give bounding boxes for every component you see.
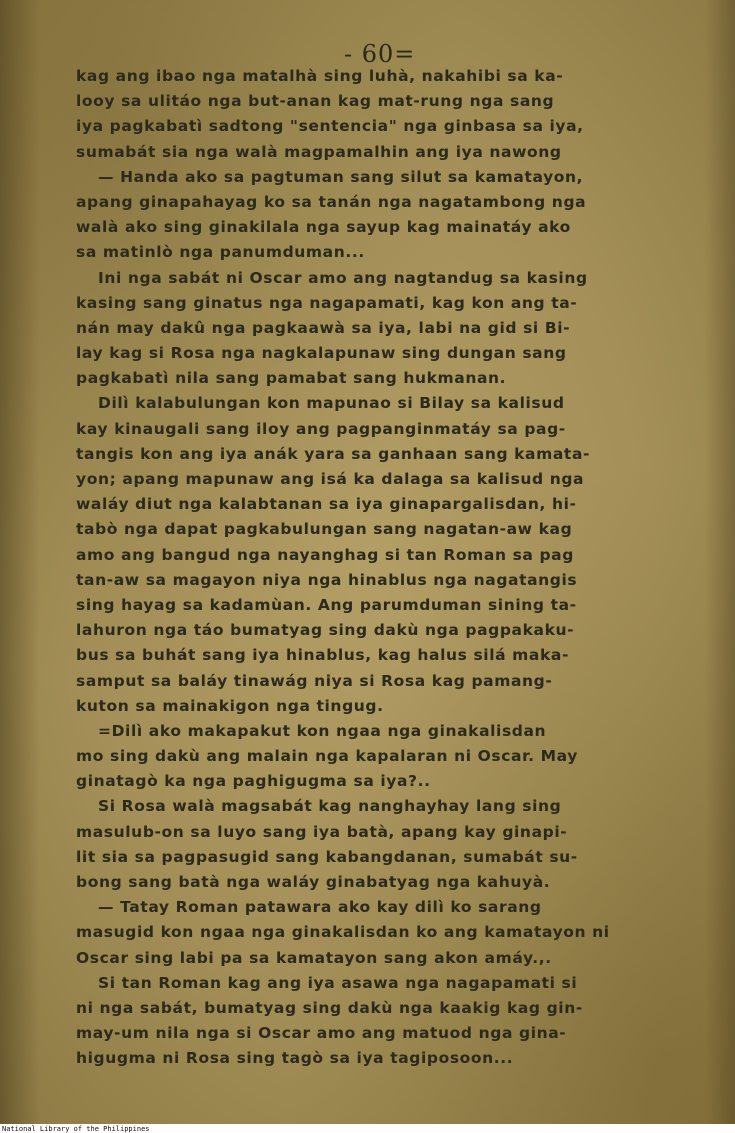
text-line: masulub-on sa luyo sang iya batà, apang kay ginapi- xyxy=(76,822,568,841)
text-line: masugid kon ngaa nga ginakalisdan ko ang kamatayon ni xyxy=(76,923,610,942)
text-line: kasing sang ginatus nga nagapamati, kag kon ang ta- xyxy=(76,293,578,312)
text-line: higugma ni Rosa sing tagò sa iya tagiposoon... xyxy=(76,1049,514,1068)
text-line: sumabát sia nga walà magpamalhin ang iya nawong xyxy=(76,142,562,161)
text-line: pagkabatì nila sang pamabat sang hukmanan. xyxy=(76,369,507,388)
body-text xyxy=(76,64,682,1072)
text-line: looy sa ulitáo nga but-anan kag mat-rung nga sang xyxy=(76,92,555,111)
text-line: nán may dakû nga pagkaawà sa iya, labi na gid si Bi- xyxy=(76,318,571,337)
text-line: bus sa buhát sang iya hinablus, kag halus silá maka- xyxy=(76,646,569,665)
text-line: Dilì kalabulungan kon mapunao si Bilay sa kalisud xyxy=(98,394,565,413)
text-line: mo sing dakù ang malain nga kapalaran ni Oscar. May xyxy=(76,747,578,766)
text-line: ni nga sabát, bumatyag sing dakù nga kaakig kag gin- xyxy=(76,998,583,1017)
text-line: tabò nga dapat pagkabulungan sang nagatan-aw kag xyxy=(76,520,573,539)
text-line: kag ang ibao nga matalhà sing luhà, nakahibi sa ka- xyxy=(76,67,564,85)
text-line: may-um nila nga si Oscar amo ang matuod nga gina- xyxy=(76,1024,567,1043)
text-line: lahuron nga táo bumatyag sing dakù nga pagpakaku- xyxy=(76,621,575,640)
text-line: kay kinaugali sang iloy ang pagpanginmatáy sa pag- xyxy=(76,419,566,438)
text-line: sa matinlò nga panumduman... xyxy=(76,243,365,262)
text-line: — Tatay Roman patawara ako kay dilì ko sarang xyxy=(98,898,542,917)
text-line: amo ang bangud nga nayanghag si tan Roman sa pag xyxy=(76,545,574,564)
text-line: apang ginapahayag ko sa tanán nga nagatambong nga xyxy=(76,192,587,211)
text-line: Ini nga sabát ni Oscar amo ang nagtandug sa kasing xyxy=(98,268,588,287)
text-line: bong sang batà nga waláy ginabatyag nga kahuyà. xyxy=(76,873,551,891)
text-line: Si Rosa walà magsabát kag nanghayhay lang sing xyxy=(98,797,562,816)
page-number: - 60= xyxy=(344,40,416,68)
text-line: kuton sa mainakigon nga tingug. xyxy=(76,696,384,715)
text-line: sing hayag sa kadamùan. Ang parumduman sining ta- xyxy=(76,595,577,614)
text-line: ginatagò ka nga paghigugma sa iya?.. xyxy=(76,772,431,791)
text-line: walà ako sing ginakilala nga sayup kag mainatáy ako xyxy=(76,218,571,237)
text-line: tangis kon ang iya anák yara sa ganhaan sang kamata- xyxy=(76,444,591,463)
text-line: Si tan Roman kag ang iya asawa nga nagapamati si xyxy=(98,973,578,992)
text-line: — Handa ako sa pagtuman sang silut sa kamatayon, xyxy=(98,167,584,186)
library-credit: National Library of the Philippines xyxy=(2,1125,150,1133)
text-line: lay kag si Rosa nga nagkalapunaw sing dungan sang xyxy=(76,344,567,363)
text-line: yon; apang mapunaw ang isá ka dalaga sa kalisud nga xyxy=(76,470,585,488)
text-line: tan-aw sa magayon niya nga hinablus nga nagatangis xyxy=(76,570,578,589)
text-line: waláy diut nga kalabtanan sa iya ginapargalisdan, hi- xyxy=(76,495,577,514)
text-line: Oscar sing labi pa sa kamatayon sang akon amáy.,. xyxy=(76,948,552,967)
text-line: iya pagkabatì sadtong "sentencia" nga ginbasa sa iya, xyxy=(76,117,584,136)
text-line: =Dilì ako makapakut kon ngaa nga ginakalisdan xyxy=(98,721,547,740)
text-line: lit sia sa pagpasugid sang kabangdanan, sumabát su- xyxy=(76,847,578,866)
text-line: samput sa baláy tinawág niya si Rosa kag pamang- xyxy=(76,671,553,690)
